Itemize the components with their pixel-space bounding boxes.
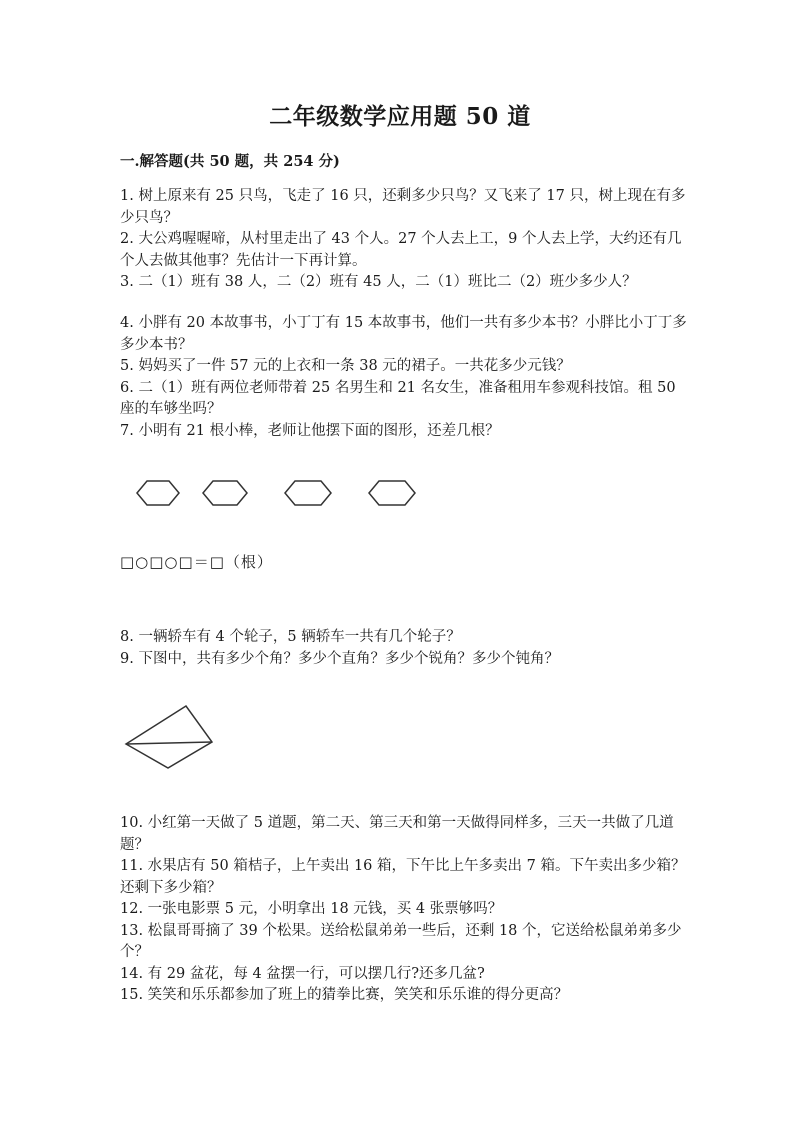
hexagon-2 — [203, 481, 247, 505]
hexagon-4 — [369, 481, 415, 505]
question-11: 11. 水果店有 50 箱桔子，上午卖出 16 箱，下午比上午多卖出 7 箱。下午卖出多少箱？还剩下多少箱？ — [120, 858, 686, 896]
quadrilateral-outline — [126, 706, 212, 768]
question-group-1 — [120, 186, 688, 294]
question-5: 5. 妈妈买了一件 57 元的上衣和一条 38 元的裙子。一共花多少元钱？ — [120, 358, 571, 374]
diagonal-line — [126, 742, 212, 744]
section-heading: 一.解答题(共 50 题，共 254 分) — [120, 153, 340, 170]
question-4: 4. 小胖有 20 本故事书，小丁丁有 15 本故事书，他们一共有多少本书？小胖比小丁丁多多少本书？ — [120, 315, 687, 353]
question-10: 10. 小红第一天做了 5 道题，第二天、第三天和第一天做得同样多，三天一共做了几道题？ — [120, 815, 674, 853]
hexagon-1 — [137, 481, 179, 505]
question-14: 14. 有 29 盆花，每 4 盆摆一行，可以摆几行?还多几盆? — [120, 965, 485, 982]
page-title: 二年级数学应用题 50 道 — [269, 103, 531, 130]
question-6: 6. 二（1）班有两位老师带着 25 名男生和 21 名女生，准备租用车参观科技馆。租 50 座的车够坐吗？ — [120, 379, 676, 417]
question-3: 3. 二（1）班有 38 人，二（2）班有 45 人，二（1）班比二（2）班少多少人？ — [120, 274, 637, 290]
question-13: 13. 松鼠哥哥摘了 39 个松果。送给松鼠弟弟一些后，还剩 18 个，它送给松鼠弟弟多少个？ — [120, 922, 682, 960]
question-group-4 — [120, 813, 688, 1007]
question-9: 9. 下图中，共有多少个角？多少个直角？多少个锐角？多少个钝角？ — [120, 650, 559, 667]
question-group-3 — [120, 627, 688, 670]
question-15: 15. 笑笑和乐乐都参加了班上的猜拳比赛，笑笑和乐乐谁的得分更高？ — [120, 987, 569, 1003]
hexagon-3 — [285, 481, 331, 505]
triangles-figure — [120, 702, 220, 772]
hexagons-figure — [125, 475, 425, 511]
question-1: 1. 树上原来有 25 只鸟，飞走了 16 只，还剩多少只鸟？又飞来了 17 只，树上现在有多少只鸟？ — [120, 188, 686, 226]
answer-formula: □○□○□＝□（根） — [120, 553, 273, 571]
question-8: 8. 一辆轿车有 4 个轮子，5 辆轿车一共有几个轮子？ — [120, 629, 461, 645]
question-2: 2. 大公鸡喔喔啼，从村里走出了 43 个人。27 个人去上工，9 个人去上学，大约还有几个人去做其他事？先估计一下再计算。 — [120, 231, 682, 269]
question-12: 12. 一张电影票 5 元，小明拿出 18 元钱，买 4 张票够吗？ — [120, 901, 503, 917]
question-group-2 — [120, 313, 688, 442]
question-7: 7. 小明有 21 根小棒，老师让他摆下面的图形，还差几根？ — [120, 422, 500, 439]
